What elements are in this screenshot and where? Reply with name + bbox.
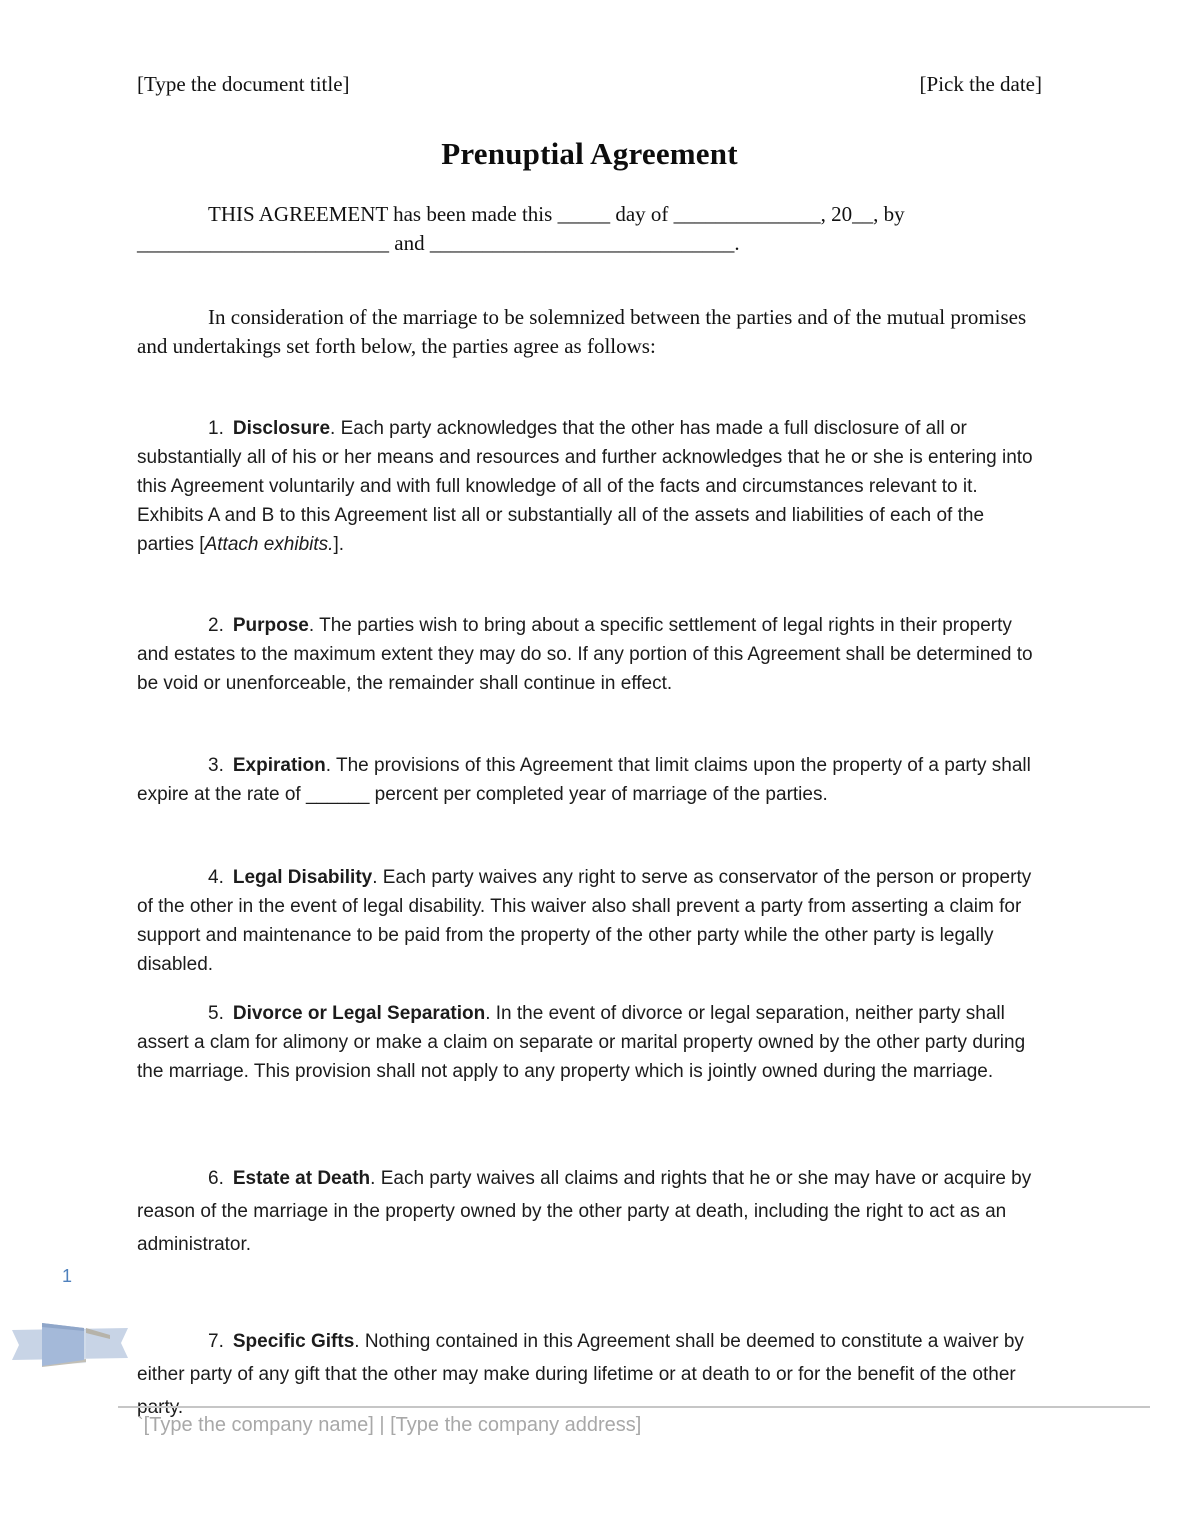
ribbon-banner-icon [12, 1316, 128, 1370]
section-body-end: ]. [333, 534, 344, 555]
section-number: 2. [208, 615, 224, 636]
section-number: 1. [208, 418, 224, 439]
section-estate-at-death [137, 1162, 1042, 1261]
section-specific-gifts [137, 1325, 1042, 1424]
section-heading: Legal Disability [232, 867, 373, 888]
section-legal-disability [137, 863, 1042, 979]
page-number: 1 [62, 1266, 73, 1286]
date-placeholder[interactable]: [Pick the date] [919, 72, 1042, 96]
section-body: . The provisions of this Agreement that limit claims upon the property of a party shall expire at the rate of ______ percent per completed year of marriage of the parties. [137, 755, 1031, 805]
section-heading: Expiration [232, 755, 326, 776]
opening-line-2: ________________________ and _____________________________. [137, 231, 740, 255]
section-number: 6. [208, 1168, 224, 1189]
footer-divider [118, 1406, 1150, 1408]
section-heading: Specific Gifts [232, 1331, 355, 1352]
section-body: . Nothing contained in this Agreement shall be deemed to constitute a waiver by either party of any gift that the other may make during lifetime or at death to or for the benefit of the other party. [137, 1331, 1024, 1418]
section-body: . In the event of divorce or legal separation, neither party shall assert a clam for alimony or make a claim on separate or marital property owned by the other party during the marriage. This provision shall not apply to any property which is jointly owned during the marriage. [137, 1003, 1026, 1082]
footer-company-placeholders[interactable]: `[Type the company name] | [Type the company address] [137, 1414, 642, 1436]
section-body: . Each party waives any right to serve as conservator of the person or property of the other in the event of legal disability. This waiver also shall prevent a party from asserting a claim for support and maintenance to be paid from the property of the other party while the other party is legally disabled. [137, 867, 1032, 975]
section-disclosure [137, 414, 1042, 559]
section-number: 5. [208, 1003, 224, 1024]
section-number: 7. [208, 1331, 224, 1352]
section-heading: Purpose [232, 615, 309, 636]
page-header [137, 72, 1042, 97]
section-purpose [137, 611, 1042, 698]
opening-line-1: THIS AGREEMENT has been made this _____ day of ______________, 20__, by [208, 202, 905, 226]
intro-paragraph: In consideration of the marriage to be solemnized between the parties and of the mutual promises and undertakings set forth below, the parties agree as follows: [137, 305, 1027, 358]
attach-exhibits-note: Attach exhibits. [204, 534, 334, 555]
section-body: . The parties wish to bring about a specific settlement of legal rights in their property and estates to the maximum extent they may do so. If any portion of this Agreement shall be determined to be void or unenforceable, the remainder shall continue in effect. [137, 615, 1033, 694]
section-heading: Divorce or Legal Separation [232, 1003, 486, 1024]
section-number: 4. [208, 867, 224, 888]
section-body: . Each party waives all claims and rights that he or she may have or acquire by reason of the marriage in the property owned by the other party at death, including the right to act as an administrator. [137, 1168, 1032, 1255]
opening-paragraph [137, 200, 1042, 258]
document-title-placeholder[interactable]: [Type the document title] [137, 72, 350, 96]
section-body: . Each party acknowledges that the other has made a full disclosure of all or substantially all of his or her means and resources and further acknowledges that he or she is entering into this Agreement voluntarily and with full knowledge of all of the facts and circumstances relevant to it. Exhibits A and B to this Agreement list all or substantially all of the assets and liabilities of each of the parties [ [137, 418, 1033, 555]
section-number: 3. [208, 755, 224, 776]
section-heading: Estate at Death [232, 1168, 371, 1189]
section-expiration [137, 751, 1042, 809]
page-title: Prenuptial Agreement [441, 136, 738, 171]
section-heading: Disclosure [232, 418, 331, 439]
section-divorce-separation [137, 999, 1042, 1086]
